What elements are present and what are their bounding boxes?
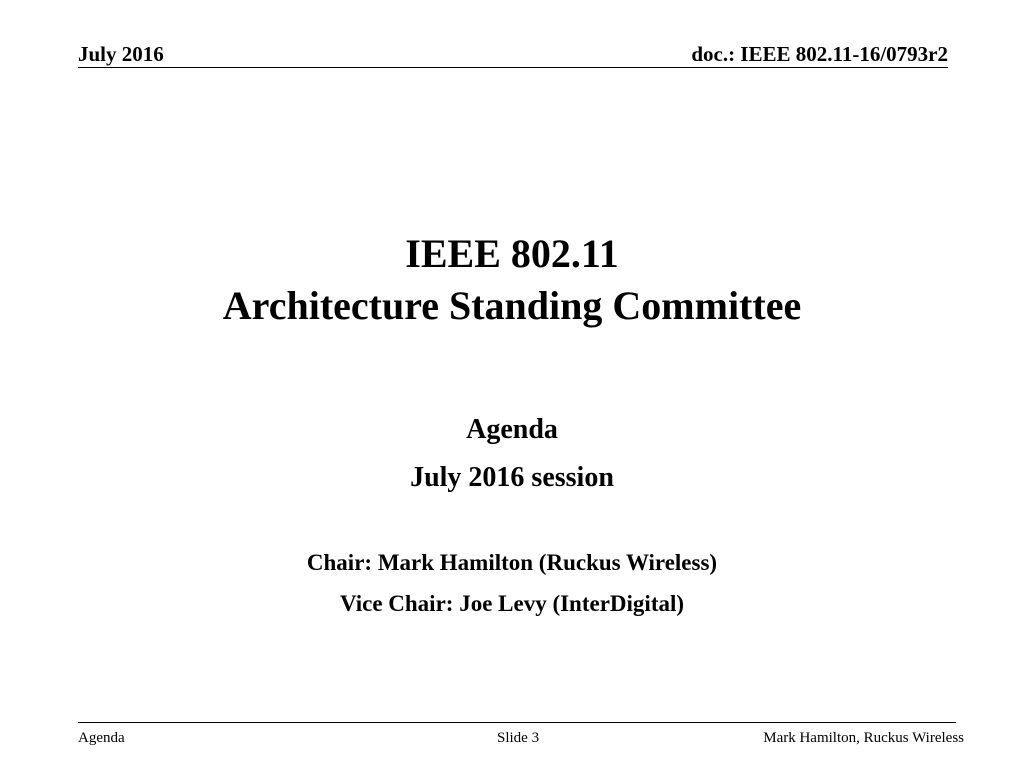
slide-title-line-1: IEEE 802.11 [405,231,619,276]
subtitle-vice-chair: Vice Chair: Joe Levy (InterDigital) [339,591,685,616]
subtitle-session: July 2016 session [410,462,614,493]
header-divider [78,67,948,68]
footer-author: Mark Hamilton, Ruckus Wireless [763,730,964,746]
header-date: July 2016 [78,42,164,66]
slide-title-line-2: Architecture Standing Committee [222,283,802,328]
footer-divider [78,722,956,723]
subtitle-chair: Chair: Mark Hamilton (Ruckus Wireless) [306,550,718,575]
slide-title [0,228,1024,332]
subtitle-agenda: Agenda [466,414,558,445]
footer-slide-number: Slide 3 [497,730,540,746]
footer-left-label: Agenda [78,730,125,746]
header-doc-id: doc.: IEEE 802.11-16/0793r2 [691,42,948,66]
